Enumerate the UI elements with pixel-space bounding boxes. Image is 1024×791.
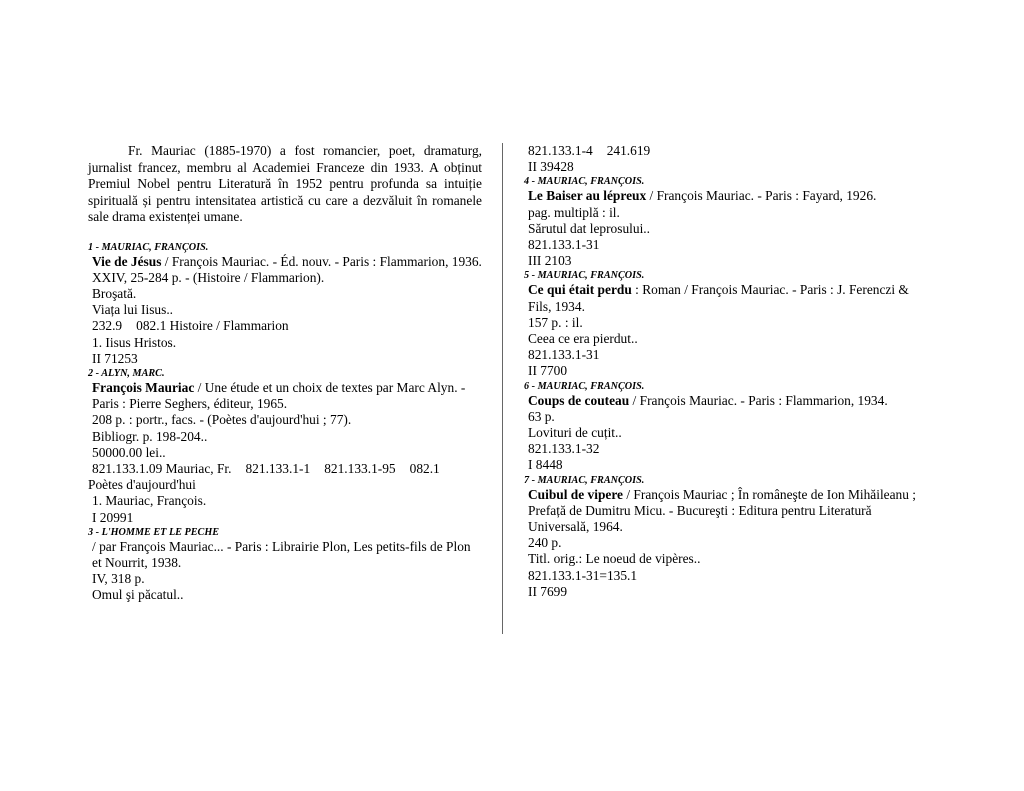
entry-title: Vie de Jésus: [92, 253, 162, 269]
entry-pagination: XXIV, 25-284 p. - (Histoire / Flammarion).: [92, 269, 325, 285]
entry-heading: 4 - MAURIAC, FRANÇOIS.: [524, 176, 645, 188]
entry-subject: 1. Iisus Hristos.: [92, 334, 177, 350]
entry-description: [524, 282, 924, 314]
entry-description: [88, 254, 482, 270]
entry-publication: / François Mauriac. - Paris : Fayard, 1926.: [646, 188, 877, 204]
entry-call-number: II 39428: [528, 159, 574, 175]
entry-heading: 2 - ALYN, MARC.: [88, 367, 165, 379]
catalog-entry-3-continued: [524, 143, 924, 175]
entry-classification: 821.133.1.09 Mauriac, Fr. 821.133.1-1 821.133.1-95 082.1: [92, 460, 440, 476]
entry-publication: / François Mauriac. - Éd. nouv. - Paris : Flammarion, 1936.: [161, 253, 482, 269]
entry-note: Bibliogr. p. 198-204..: [92, 428, 208, 444]
entry-heading: 7 - MAURIAC, FRANÇOIS.: [524, 474, 645, 486]
entry-classification: 821.133.1-4 241.619: [528, 143, 651, 158]
entry-publication: / Une étude et un choix de textes par Marc Alyn. - Paris : Pierre Seghers, éditeur, 1965.: [92, 379, 466, 412]
entry-binding: Broşată.: [92, 285, 137, 301]
entry-heading: 1 - MAURIAC, FRANÇOIS.: [88, 241, 209, 253]
entry-title: Le Baiser au lépreux: [528, 188, 647, 204]
entry-description: [524, 188, 924, 204]
entry-call-number: II 71253: [92, 350, 138, 366]
entry-publication: / François Mauriac. - Paris : Flammarion, 1934.: [629, 392, 888, 408]
entry-pagination: pag. multiplă : il.: [528, 204, 620, 220]
entry-translated-title: Omul şi păcatul..: [92, 587, 184, 603]
entry-heading: 5 - MAURIAC, FRANÇOIS.: [524, 270, 645, 282]
catalog-entry-6: [524, 380, 924, 474]
entry-translated-title: Sărutul dat leprosului..: [528, 220, 650, 236]
entry-heading: 6 - MAURIAC, FRANÇOIS.: [524, 380, 645, 392]
entry-call-number: I 20991: [92, 509, 134, 525]
entry-title: François Mauriac: [92, 379, 195, 395]
entry-classification: 821.133.1-31: [528, 347, 600, 363]
entry-classification: 232.9 082.1 Histoire / Flammarion: [92, 318, 289, 334]
entry-heading: 3 - L'HOMME ET LE PECHE: [88, 526, 220, 538]
intro-paragraph: Fr. Mauriac (1885-1970) a fost romancier, poet, dramaturg, jurnalist francez, membru al Academiei Franceze din 1933. A obținut Premiul Nobel pentru Literatură în 1952 pentru profunda sa intuiție spirituală și pentru intensitatea artistică cu care a dezvăluit în romanele sale drama existenței umane.: [88, 143, 482, 224]
entry-call-number: II 7700: [528, 363, 568, 379]
entry-subject: 1. Mauriac, François.: [92, 493, 207, 509]
entry-pagination: 63 p.: [528, 408, 555, 424]
entry-translated-title: Viața lui Iisus..: [92, 302, 174, 318]
entry-translated-title: Ceea ce era pierdut..: [528, 331, 638, 347]
entry-description: / par François Mauriac... - Paris : Librairie Plon, Les petits-fils de Plon et Nourrit, 1938.: [92, 538, 471, 570]
catalog-entry-2: [88, 367, 482, 526]
entry-classification: 821.133.1-31: [528, 237, 600, 253]
catalog-entry-1: [88, 241, 482, 367]
entry-series: Poètes d'aujourd'hui: [88, 477, 196, 493]
entry-description: [524, 487, 924, 536]
entry-call-number: II 7699: [528, 583, 568, 599]
entry-description: [88, 380, 482, 412]
entry-pagination: 208 p. : portr., facs. - (Poètes d'aujourd'hui ; 77).: [92, 412, 352, 428]
column-divider: [502, 143, 503, 634]
entry-title: Cuibul de vipere: [528, 486, 623, 502]
entry-title: Coups de couteau: [528, 392, 630, 408]
entry-publication: / François Mauriac ; În româneşte de Ion Mihăileanu ; Prefață de Dumitru Micu. - Bucureşti : Editura pentru Literatură Universală, 1964.: [528, 486, 917, 535]
right-column: [524, 143, 924, 600]
catalog-entry-4: [524, 175, 924, 269]
entry-call-number: III 2103: [528, 253, 572, 269]
entry-call-number: I 8448: [528, 457, 563, 473]
entry-classification: 821.133.1-32: [528, 441, 600, 457]
left-column: [88, 143, 482, 604]
entry-description: [524, 393, 924, 409]
entry-original-title: Titl. orig.: Le noeud de vipères..: [528, 551, 701, 567]
entry-translated-title: Lovituri de cuțit..: [528, 425, 622, 441]
entry-publication: : Roman / François Mauriac. - Paris : J. Ferenczi & Fils, 1934.: [528, 282, 909, 314]
catalog-entry-3: [88, 526, 482, 604]
catalog-entry-7: [524, 474, 924, 600]
catalog-entry-5: [524, 269, 924, 379]
entry-price: 50000.00 lei..: [92, 444, 166, 460]
entry-pagination: 240 p.: [528, 535, 562, 551]
entry-pagination: 157 p. : il.: [528, 314, 583, 330]
entry-classification: 821.133.1-31=135.1: [528, 567, 638, 583]
entry-title: Ce qui était perdu: [528, 282, 632, 298]
entry-pagination: IV, 318 p.: [92, 571, 145, 587]
